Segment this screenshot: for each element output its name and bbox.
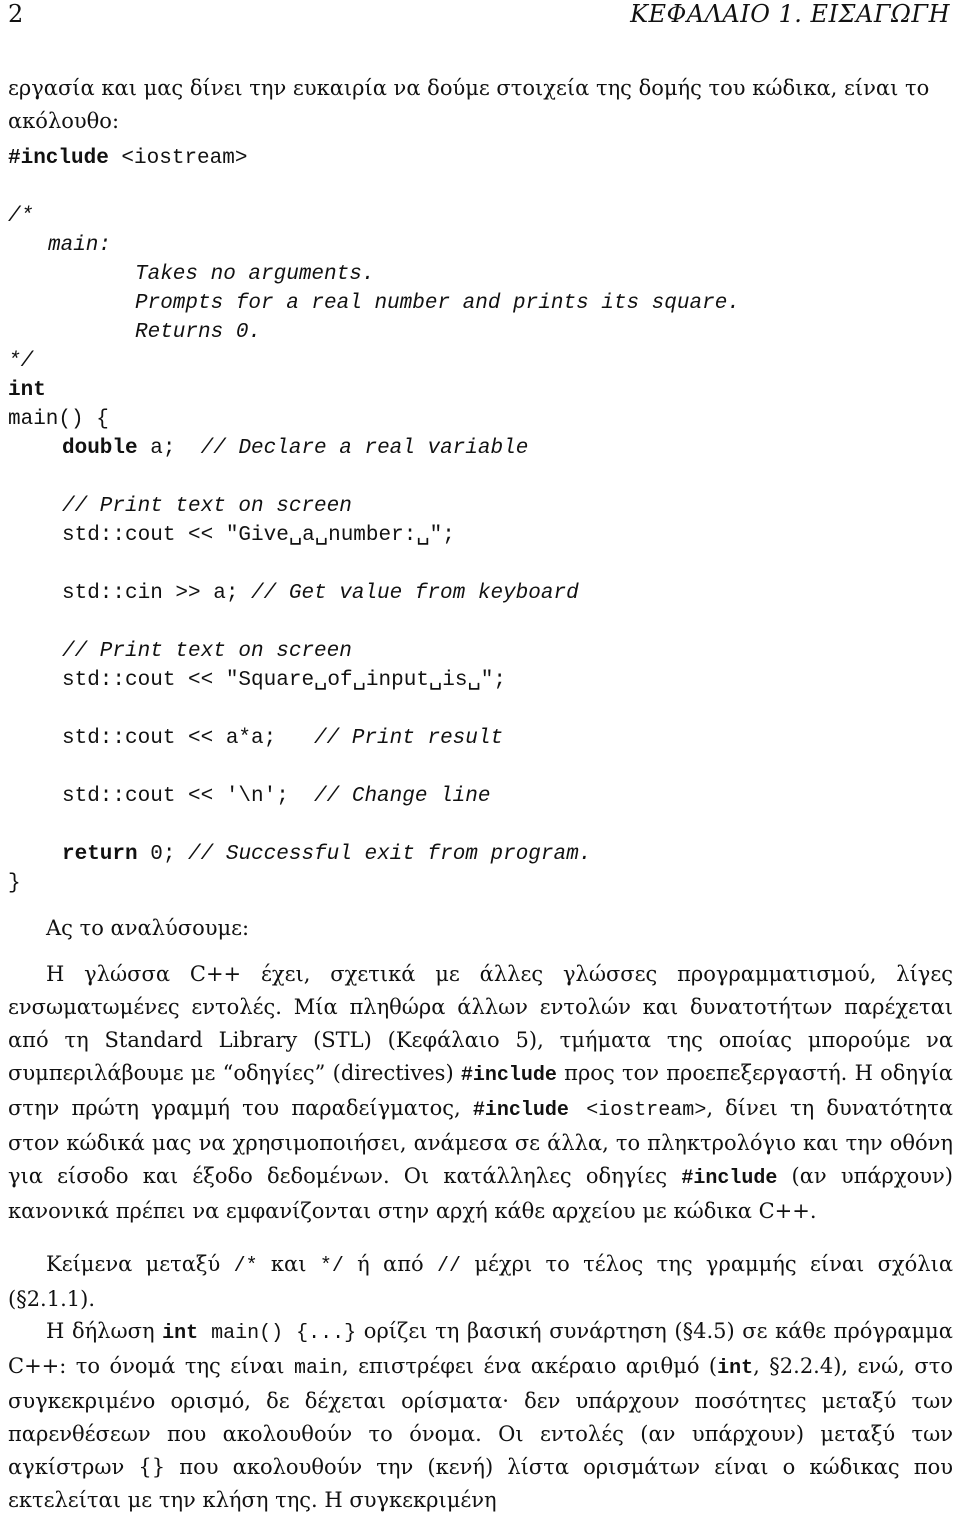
code-int-keyword: int [8, 379, 46, 402]
code-line-cout-square: std::cout << "Square␣of␣input␣is␣"; [62, 669, 506, 692]
code-keyword: double [62, 437, 138, 460]
code-keyword: return [62, 843, 138, 866]
chapter-title: ΚΕΦΑΛΑΙΟ 1. ΕΙΣΑΓΩΓΗ [630, 0, 950, 28]
code-comment-print: // Print text on screen [62, 495, 352, 518]
code-inline: #include [681, 1167, 778, 1190]
code-line-cout-give: std::cout << "Give␣a␣number:␣"; [62, 524, 455, 547]
code-comment: // Successful exit from program. [188, 843, 592, 866]
text-span: ορίζει τη βασική συνάρτηση (§4.5) σε κάθε πρόγραμμα C++: το όνομά της είναι [8, 1319, 953, 1378]
analysis-lead: Ας το αναλύσουμε: [46, 916, 250, 940]
code-inline: int [717, 1357, 754, 1380]
code-line-return [62, 840, 591, 869]
code-closing-brace: } [8, 872, 21, 895]
text-span: και [257, 1252, 320, 1276]
code-line-declare [62, 434, 528, 463]
comment-close: */ [8, 350, 34, 373]
code-inline: int [162, 1322, 199, 1345]
code-comment: // Change line [314, 785, 491, 808]
code-inline: <iostream> [568, 1099, 707, 1122]
paragraph-stl [8, 958, 953, 1228]
code-line-cin [62, 579, 579, 608]
paragraph-main [8, 1315, 953, 1517]
code-text: std::cin >> a; [62, 582, 252, 605]
text-span: Η γλώσσα C++ έχει, σχετικά με άλλες γλώσσες προγραμματισμού, λίγες ενσωματωμένες εντολές. Μία πληθώρα άλλων εντολών και δυνατοτήτων παρέχεται από τη Standard Library (STL) (Κεφάλαιο 5), τμήματα της οποίας μπορούμε να συμπεριλάβουμε με “οδηγίες” (directives) [8, 962, 953, 1085]
text-span: προς τον προεπεξεργαστή. Η οδηγία στην πρώτη γραμμή του παραδείγματος, [8, 1061, 953, 1120]
code-comment-print-2: // Print text on screen [62, 640, 352, 663]
code-text: <iostream> [108, 147, 248, 170]
code-inline: // [437, 1255, 462, 1278]
code-inline: main [293, 1357, 342, 1380]
text-span: , δίνει τη δυνατότητα στον κώδικά μας να χρησιμοποιήσει, ανάμεσα σε άλλα, το πληκτρολόγιο και την οθόνη για είσοδο και έξοδο δεδομένων. Οι κατάλληλες οδηγίες [8, 1096, 953, 1188]
text-span: ή από [343, 1252, 438, 1276]
text-span: μέχρι το τέλος της γραμμής είναι σχόλια (§2.1.1). [8, 1252, 954, 1311]
text-span: , επιστρέφει ένα ακέραιο αριθμό ( [342, 1354, 718, 1378]
code-line-cout-newline [62, 782, 490, 811]
code-text: a; [137, 437, 201, 460]
code-line-include [8, 144, 247, 173]
text-span: Η δήλωση [46, 1319, 163, 1343]
comment-open: /* [8, 205, 34, 228]
text-span: Κείμενα μεταξύ [46, 1252, 234, 1276]
page-number: 2 [8, 0, 24, 28]
code-inline: #include [472, 1099, 569, 1122]
text-span: , §2.2.4), ενώ, στο συγκεκριμένο ορισμό, δε δέχεται ορίσματα· δεν υπάρχουν ποσότητες μεταξύ των παρενθέσεων που ακολουθούν το όνομα. Οι εντολές (αν υπάρχουν) μεταξύ των αγκίστρων {} που ακολουθούν την (κενή) λίστα ορισμάτων είναι ο κώδικας που εκτελείται με την κλήση της. Η συγκεκριμένη [8, 1354, 954, 1512]
comment-main: main: [48, 234, 112, 257]
code-comment: // Print result [314, 727, 504, 750]
comment-prompts: Prompts for a real number and prints its square. [135, 292, 740, 315]
code-keyword: #include [8, 147, 109, 170]
code-inline: */ [319, 1255, 344, 1278]
page-header [8, 0, 950, 30]
code-text: 0; [137, 843, 189, 866]
comment-args: Takes no arguments. [135, 263, 375, 286]
text-span: (αν υπάρχουν) κανονικά πρέπει να εμφανίζονται στην αρχή κάθε αρχείου με κώδικα C++. [8, 1164, 954, 1223]
code-comment: // Get value from keyboard [251, 582, 579, 605]
code-text: std::cout << '\n'; [62, 785, 315, 808]
code-inline: main() {...} [198, 1322, 357, 1345]
intro-paragraph: εργασία και μας δίνει την ευκαιρία να δούμε στοιχεία της δομής του κώδικα, είναι το ακόλουθο: [8, 76, 930, 133]
paragraph-comments [8, 1248, 953, 1316]
comment-returns: Returns 0. [135, 321, 262, 344]
code-comment: // Declare a real variable [200, 437, 529, 460]
code-text: std::cout << a*a; [62, 727, 315, 750]
code-line-cout-result [62, 724, 503, 753]
code-inline: #include [460, 1064, 557, 1087]
code-inline: /* [233, 1255, 258, 1278]
code-main-signature: main() { [8, 408, 109, 431]
